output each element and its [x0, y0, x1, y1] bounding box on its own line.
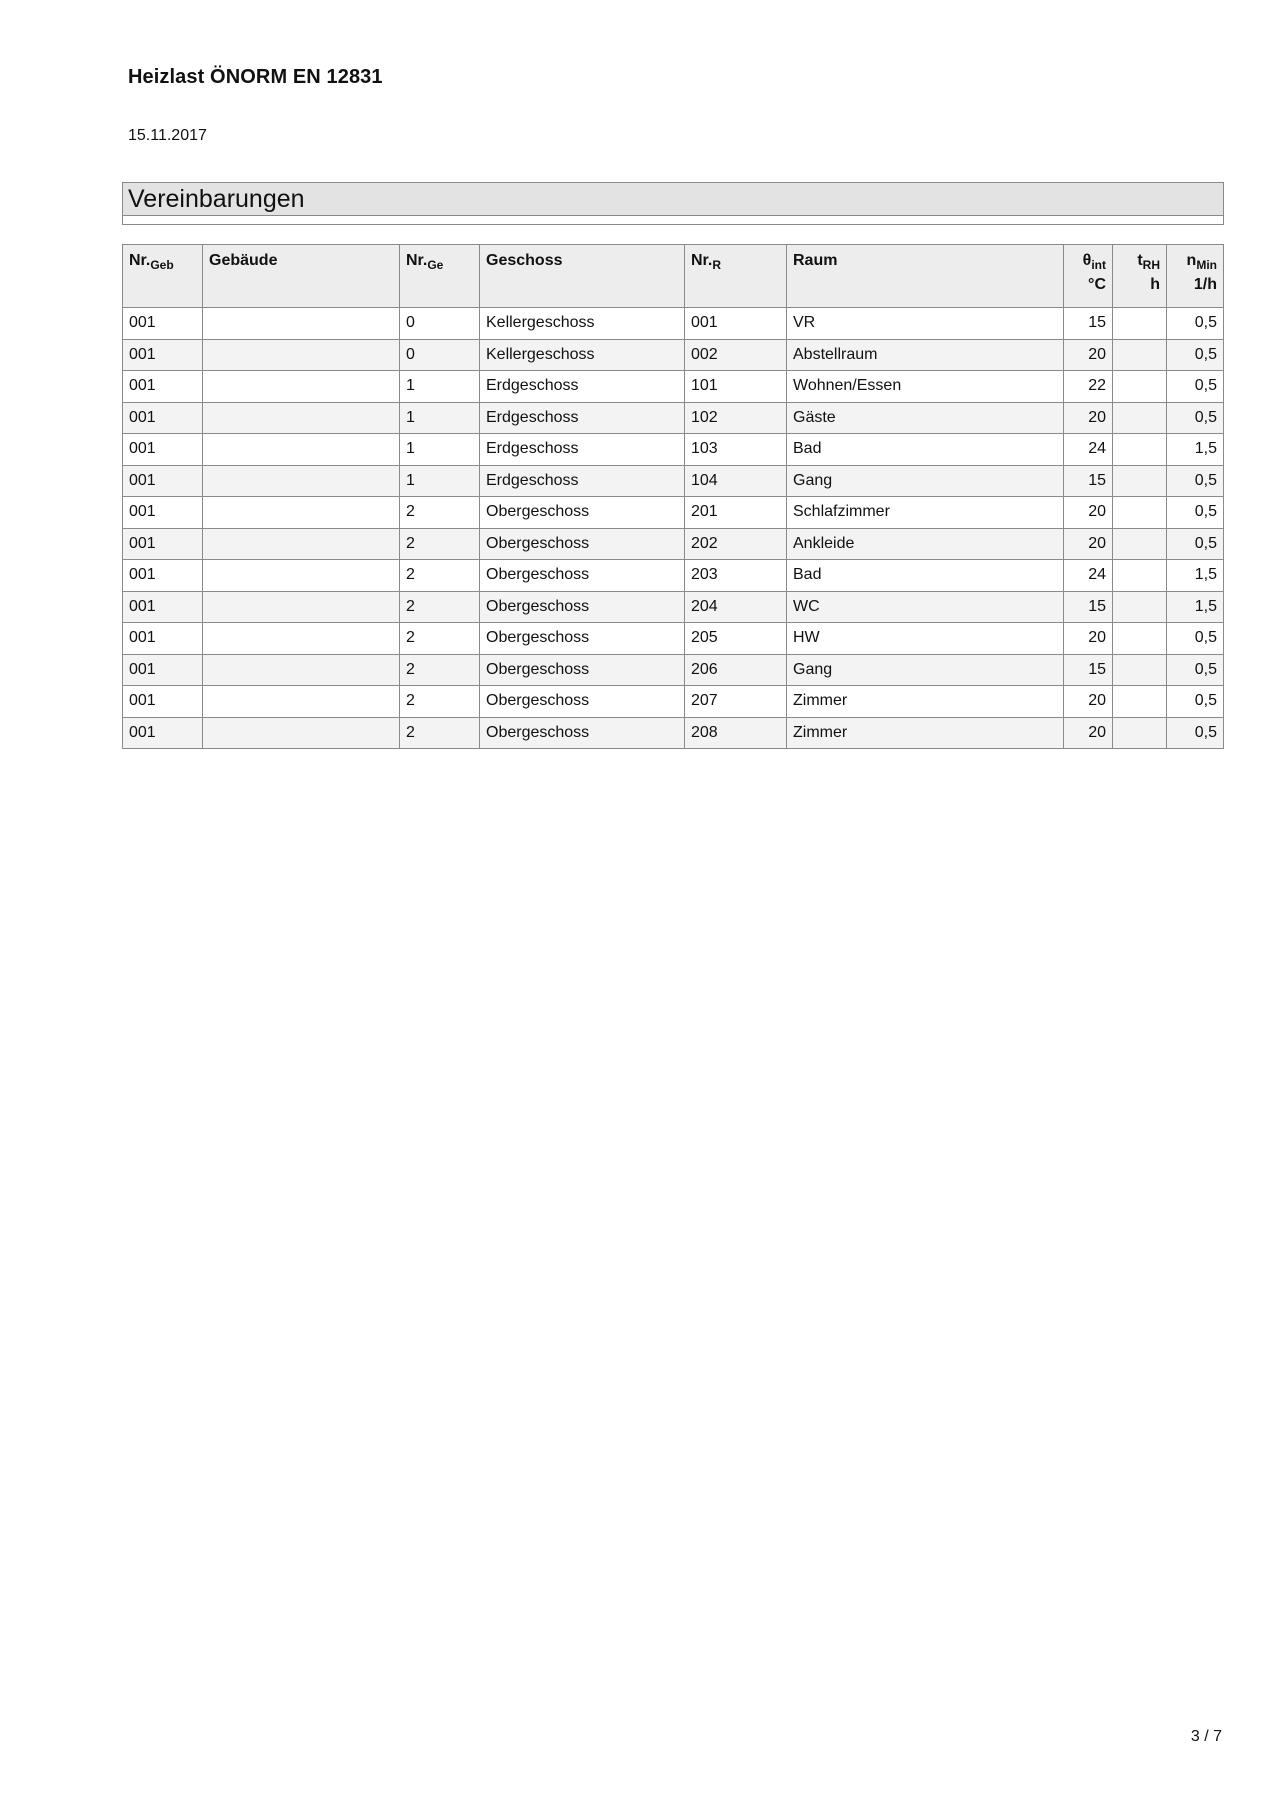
table-cell: 24	[1064, 434, 1113, 466]
table-row	[123, 528, 1224, 560]
table-cell	[1113, 717, 1167, 749]
table-cell: 202	[685, 528, 787, 560]
column-header-label: Nr.	[691, 252, 713, 269]
table-cell	[203, 339, 400, 371]
table-cell: Obergeschoss	[480, 686, 685, 718]
column-header-subscript: Min	[1196, 258, 1217, 272]
table-cell: 001	[123, 465, 203, 497]
table-cell: Erdgeschoss	[480, 402, 685, 434]
table-cell: 20	[1064, 497, 1113, 529]
table-cell: 1	[400, 371, 480, 403]
table-cell: Obergeschoss	[480, 591, 685, 623]
table-cell	[1113, 686, 1167, 718]
table-cell: 002	[685, 339, 787, 371]
table-cell: 204	[685, 591, 787, 623]
table-cell	[1113, 308, 1167, 340]
table-cell: Abstellraum	[787, 339, 1064, 371]
table-cell	[1113, 654, 1167, 686]
table-cell: 103	[685, 434, 787, 466]
table-cell	[203, 497, 400, 529]
table-cell: Obergeschoss	[480, 528, 685, 560]
section-box	[122, 182, 1224, 225]
column-header-8	[1167, 245, 1224, 308]
column-header-5	[787, 245, 1064, 308]
table-cell: Obergeschoss	[480, 623, 685, 655]
table-cell: 0,5	[1167, 528, 1224, 560]
column-header-2	[400, 245, 480, 308]
table-cell: 20	[1064, 528, 1113, 560]
table-cell: 2	[400, 528, 480, 560]
table-row	[123, 591, 1224, 623]
table-cell: 201	[685, 497, 787, 529]
table-cell: 15	[1064, 465, 1113, 497]
table-cell: 2	[400, 686, 480, 718]
table-cell: 2	[400, 560, 480, 592]
table-cell: 15	[1064, 308, 1113, 340]
column-header-1	[203, 245, 400, 308]
table-cell: 0,5	[1167, 371, 1224, 403]
table-cell	[203, 654, 400, 686]
table-cell: 001	[123, 591, 203, 623]
table-row	[123, 465, 1224, 497]
table-cell	[1113, 339, 1167, 371]
table-cell: 001	[123, 371, 203, 403]
table-cell: 1,5	[1167, 560, 1224, 592]
table-cell: Wohnen/Essen	[787, 371, 1064, 403]
table-cell: 001	[123, 402, 203, 434]
table-row	[123, 371, 1224, 403]
table-cell	[203, 371, 400, 403]
table-cell: 104	[685, 465, 787, 497]
table-cell: 22	[1064, 371, 1113, 403]
table-cell	[1113, 591, 1167, 623]
table-cell: VR	[787, 308, 1064, 340]
table-cell: Erdgeschoss	[480, 371, 685, 403]
table-cell: 20	[1064, 402, 1113, 434]
table-cell: 0,5	[1167, 654, 1224, 686]
column-header-label: Nr.	[406, 252, 428, 269]
table-cell: 001	[123, 623, 203, 655]
table-cell: 001	[123, 560, 203, 592]
section-spacer	[123, 216, 1223, 224]
table-cell: 1,5	[1167, 434, 1224, 466]
table-cell: Erdgeschoss	[480, 465, 685, 497]
table-row	[123, 623, 1224, 655]
table-cell	[1113, 623, 1167, 655]
table-cell: 001	[123, 339, 203, 371]
table-cell: 001	[685, 308, 787, 340]
table-cell: Erdgeschoss	[480, 434, 685, 466]
table-cell	[1113, 465, 1167, 497]
table-cell: 001	[123, 434, 203, 466]
table-row	[123, 686, 1224, 718]
table-cell: 101	[685, 371, 787, 403]
column-header-4	[685, 245, 787, 308]
table-cell: 2	[400, 591, 480, 623]
table-cell: 2	[400, 623, 480, 655]
table-row	[123, 560, 1224, 592]
column-header-subscript: int	[1091, 258, 1106, 272]
table-cell: 0,5	[1167, 623, 1224, 655]
table-cell	[1113, 497, 1167, 529]
table-cell: 001	[123, 686, 203, 718]
table-header-row	[123, 245, 1224, 308]
table-cell	[1113, 560, 1167, 592]
column-header-label: θ	[1082, 252, 1092, 269]
table-cell: 203	[685, 560, 787, 592]
table-cell: HW	[787, 623, 1064, 655]
table-cell: 2	[400, 497, 480, 529]
table-cell: Kellergeschoss	[480, 339, 685, 371]
table-cell: 0,5	[1167, 308, 1224, 340]
column-header-label: Nr.	[129, 252, 151, 269]
column-header-label: Raum	[793, 252, 838, 269]
column-header-3	[480, 245, 685, 308]
table-cell: 2	[400, 654, 480, 686]
column-header-unit: °C	[1088, 276, 1106, 293]
table-cell: 206	[685, 654, 787, 686]
table-cell	[203, 528, 400, 560]
table-row	[123, 434, 1224, 466]
table-cell: 0,5	[1167, 686, 1224, 718]
table-cell: 1	[400, 402, 480, 434]
table-cell	[203, 434, 400, 466]
table-cell: 0,5	[1167, 465, 1224, 497]
table-row	[123, 339, 1224, 371]
column-header-subscript: R	[712, 258, 722, 272]
table-row	[123, 497, 1224, 529]
table-cell: Gang	[787, 654, 1064, 686]
table-row	[123, 654, 1224, 686]
column-header-label: n	[1186, 252, 1197, 269]
document-date: 15.11.2017	[128, 127, 207, 144]
table-cell: Kellergeschoss	[480, 308, 685, 340]
table-cell: 2	[400, 717, 480, 749]
table-cell: 001	[123, 654, 203, 686]
table-row	[123, 402, 1224, 434]
column-header-unit: 1/h	[1193, 276, 1217, 293]
table-cell: 15	[1064, 591, 1113, 623]
table-cell: Obergeschoss	[480, 497, 685, 529]
table-cell: Bad	[787, 434, 1064, 466]
table-cell: 001	[123, 308, 203, 340]
table-cell	[203, 465, 400, 497]
table-cell: Gang	[787, 465, 1064, 497]
table-cell	[1113, 371, 1167, 403]
table-cell: 0	[400, 308, 480, 340]
page-number: 3 / 7	[1190, 1728, 1222, 1745]
table-cell: 0	[400, 339, 480, 371]
column-header-0	[123, 245, 203, 308]
table-cell: 20	[1064, 717, 1113, 749]
table-cell: 1	[400, 434, 480, 466]
column-header-subscript: Ge	[427, 258, 444, 272]
table-cell: 207	[685, 686, 787, 718]
table-cell: 20	[1064, 339, 1113, 371]
document-title: Heizlast ÖNORM EN 12831	[128, 66, 383, 88]
column-header-label: t	[1137, 252, 1143, 269]
table-cell: WC	[787, 591, 1064, 623]
table-cell	[203, 560, 400, 592]
table-cell: 15	[1064, 654, 1113, 686]
table-cell	[203, 402, 400, 434]
table-cell: Schlafzimmer	[787, 497, 1064, 529]
table-cell	[1113, 402, 1167, 434]
table-cell: 0,5	[1167, 339, 1224, 371]
column-header-unit: h	[1150, 276, 1160, 293]
table-cell: 001	[123, 497, 203, 529]
column-header-label: Geschoss	[486, 252, 563, 269]
table-cell	[203, 308, 400, 340]
table-cell	[1113, 434, 1167, 466]
column-header-label: Gebäude	[209, 252, 278, 269]
table-cell	[1113, 528, 1167, 560]
table-cell: Zimmer	[787, 717, 1064, 749]
table-body	[123, 308, 1224, 749]
table-cell: 208	[685, 717, 787, 749]
table-cell: 1	[400, 465, 480, 497]
table-cell: 0,5	[1167, 497, 1224, 529]
table-cell: Obergeschoss	[480, 560, 685, 592]
column-header-7	[1113, 245, 1167, 308]
table-cell: 0,5	[1167, 717, 1224, 749]
column-header-subscript: RH	[1142, 258, 1160, 272]
table-cell: 001	[123, 528, 203, 560]
section-title: Vereinbarungen	[123, 183, 1223, 216]
table-cell: Zimmer	[787, 686, 1064, 718]
table-cell: Gäste	[787, 402, 1064, 434]
table-cell: 1,5	[1167, 591, 1224, 623]
table-cell	[203, 717, 400, 749]
table-cell: Bad	[787, 560, 1064, 592]
table-cell: Obergeschoss	[480, 717, 685, 749]
table-cell: 0,5	[1167, 402, 1224, 434]
table-cell: 20	[1064, 623, 1113, 655]
table-cell	[203, 591, 400, 623]
column-header-6	[1064, 245, 1113, 308]
table-cell	[203, 623, 400, 655]
table-cell: 102	[685, 402, 787, 434]
table-cell: Ankleide	[787, 528, 1064, 560]
table-cell: Obergeschoss	[480, 654, 685, 686]
table-cell: 205	[685, 623, 787, 655]
table-row	[123, 717, 1224, 749]
column-header-subscript: Geb	[150, 258, 174, 272]
table-row	[123, 308, 1224, 340]
table-cell: 001	[123, 717, 203, 749]
table-cell: 24	[1064, 560, 1113, 592]
table-cell: 20	[1064, 686, 1113, 718]
table-cell	[203, 686, 400, 718]
rooms-table	[122, 244, 1224, 749]
